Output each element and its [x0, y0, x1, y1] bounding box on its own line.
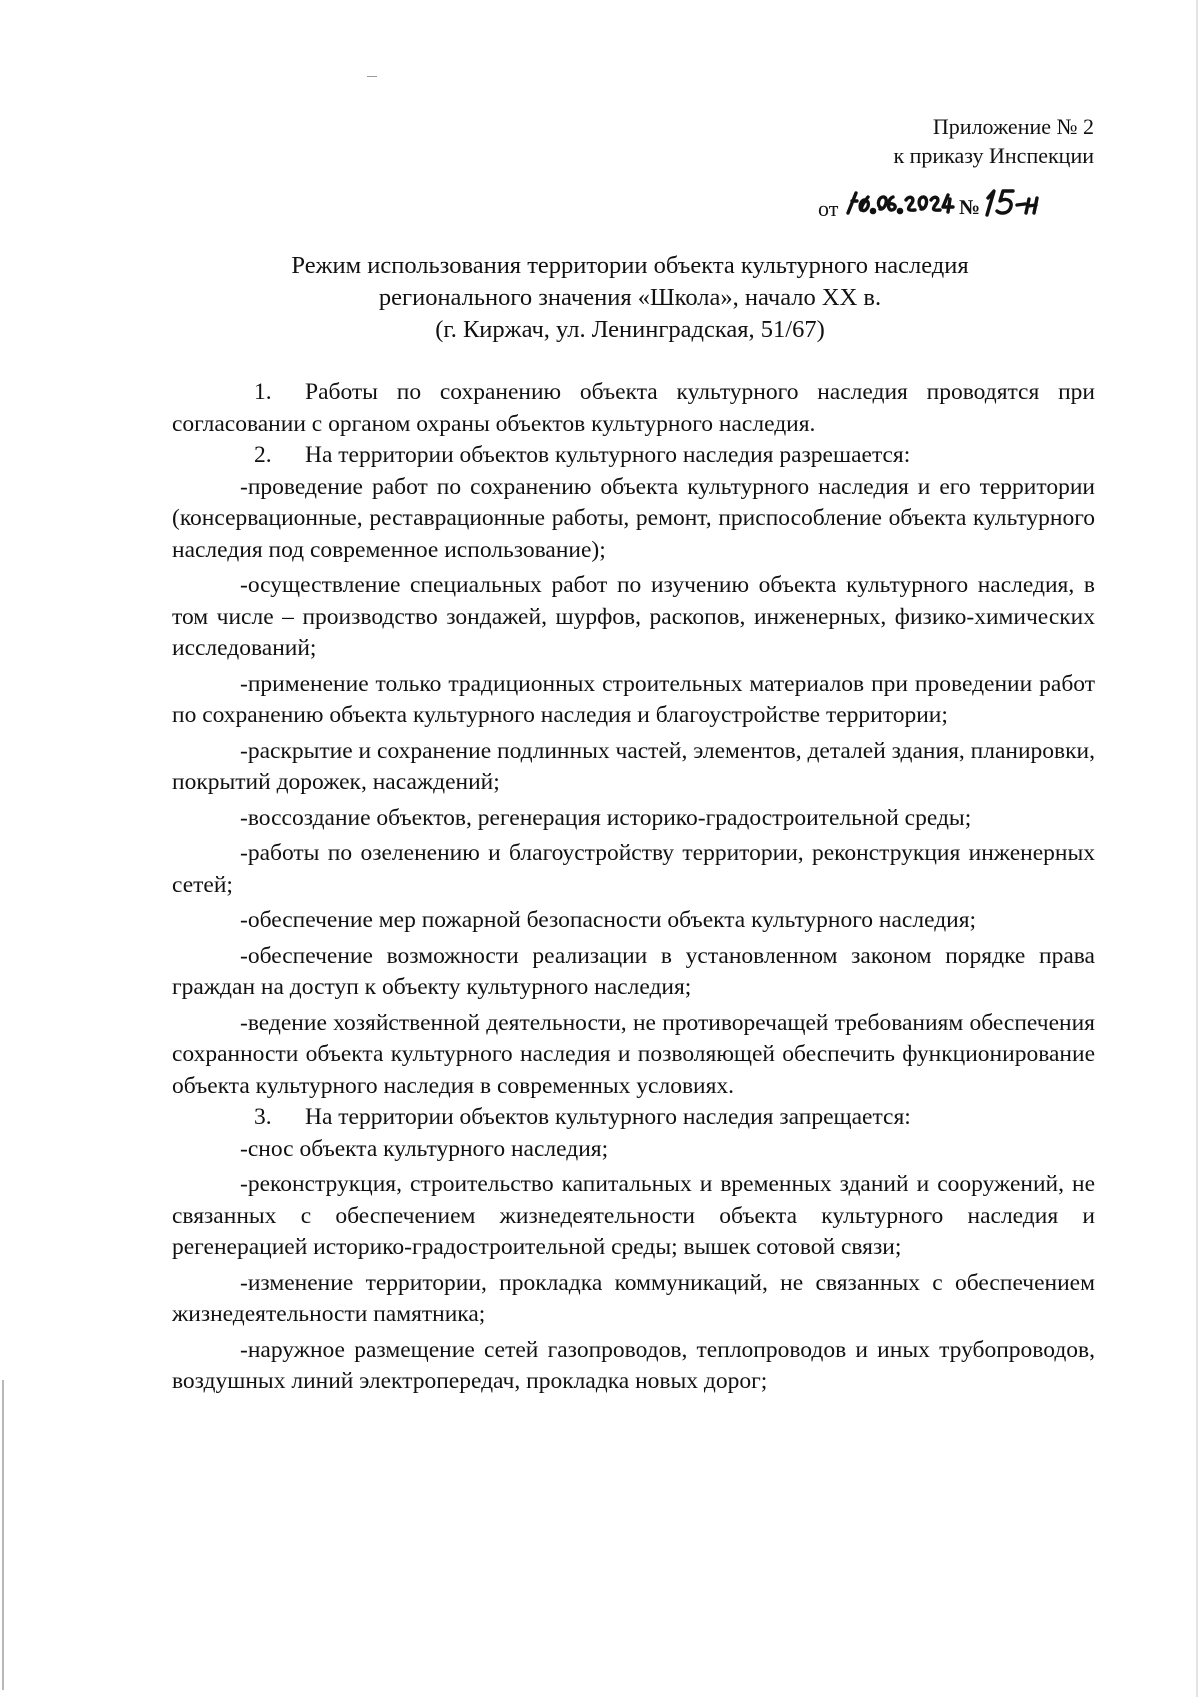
title-line-2: регионального значения «Школа», начало XX в. — [378, 284, 882, 311]
svg-text:№: № — [959, 195, 981, 219]
appendix-number: Приложение № 2 — [932, 114, 1094, 139]
numbered-paragraph-3 — [172, 1102, 1095, 1134]
allowed-item: -обеспечение мер пожарной безопасности объекта культурного наследия; — [240, 907, 977, 933]
prohibited-item: -изменение территории, прокладка коммуникаций, не связанных с обеспечением жизнедеятельности памятника; — [172, 1269, 1095, 1327]
scan-edge-right — [1196, 0, 1198, 1697]
allowed-item: -работы по озеленению и благоустройству территории, реконструкция инженерных сетей; — [172, 840, 1095, 898]
paragraph-number: 1. — [254, 379, 272, 405]
allowed-item: -обеспечение возможности реализации в установленном законом порядке права граждан на доступ к объекту культурного наследия; — [172, 942, 1095, 1000]
numbered-paragraph-1 — [172, 377, 1095, 440]
prohibited-item: -снос объекта культурного наследия; — [240, 1135, 609, 1162]
scan-speck — [367, 76, 377, 77]
allowed-item: -ведение хозяйственной деятельности, не противоречащей требованиям обеспечения сохранности объекта культурного наследия и позволяющей обеспечить функционирование объекта культурного наследия в современных условиях. — [172, 1009, 1095, 1099]
title-line-3: (г. Киржач, ул. Ленинградская, 51/67) — [435, 316, 825, 343]
allowed-item: -раскрытие и сохранение подлинных частей, элементов, деталей здания, планировки, покрытий дорожек, насаждений; — [172, 737, 1095, 795]
order-reference — [818, 183, 1078, 223]
prohibited-item: -реконструкция, строительство капитальных и временных зданий и сооружений, не связанных с обеспечением жизнедеятельности объекта культурного наследия и регенерацией историко-градостроительной среды; вышек сотовой связи; — [172, 1171, 1095, 1260]
title-line-1: Режим использования территории объекта культурного наследия — [291, 252, 969, 279]
handwritten-order-date-and-number — [818, 183, 1078, 223]
appendix-order-reference: к приказу Инспекции — [893, 143, 1094, 168]
paragraph-number: 3. — [254, 1104, 272, 1130]
allowed-item: -применение только традиционных строительных материалов при проведении работ по сохранению объекта культурного наследия и благоустройстве территории; — [172, 670, 1095, 728]
paragraph-text: Работы по сохранению объекта культурного наследия проводятся при согласовании с органом охраны объектов культурного наследия. — [172, 379, 1095, 437]
numbered-paragraph-2 — [172, 440, 1095, 472]
allowed-item: -осуществление специальных работ по изучению объекта культурного наследия, в том числе – производство зондажей, шурфов, раскопов, инженерных, физико-химических исследований; — [172, 572, 1095, 661]
paragraph-number: 2. — [254, 442, 272, 468]
paragraph-text: На территории объектов культурного наследия разрешается: — [305, 442, 911, 468]
order-prefix: от — [818, 196, 839, 221]
document-body — [172, 377, 1095, 1398]
paragraph-text: На территории объектов культурного наследия запрещается: — [305, 1104, 911, 1130]
scan-edge-left — [2, 1380, 4, 1690]
document-title — [170, 250, 1090, 346]
appendix-block — [893, 112, 1094, 170]
allowed-item: -воссоздание объектов, регенерация историко-градостроительной среды; — [240, 804, 972, 831]
prohibited-item: -наружное размещение сетей газопроводов, теплопроводов и иных трубопроводов, воздушных линий электропередач, прокладка новых дорог; — [172, 1336, 1095, 1394]
allowed-item: -проведение работ по сохранению объекта культурного наследия и его территории (консервационные, реставрационные работы, ремонт, приспособление объекта культурного наследия под современное использование); — [172, 473, 1095, 563]
